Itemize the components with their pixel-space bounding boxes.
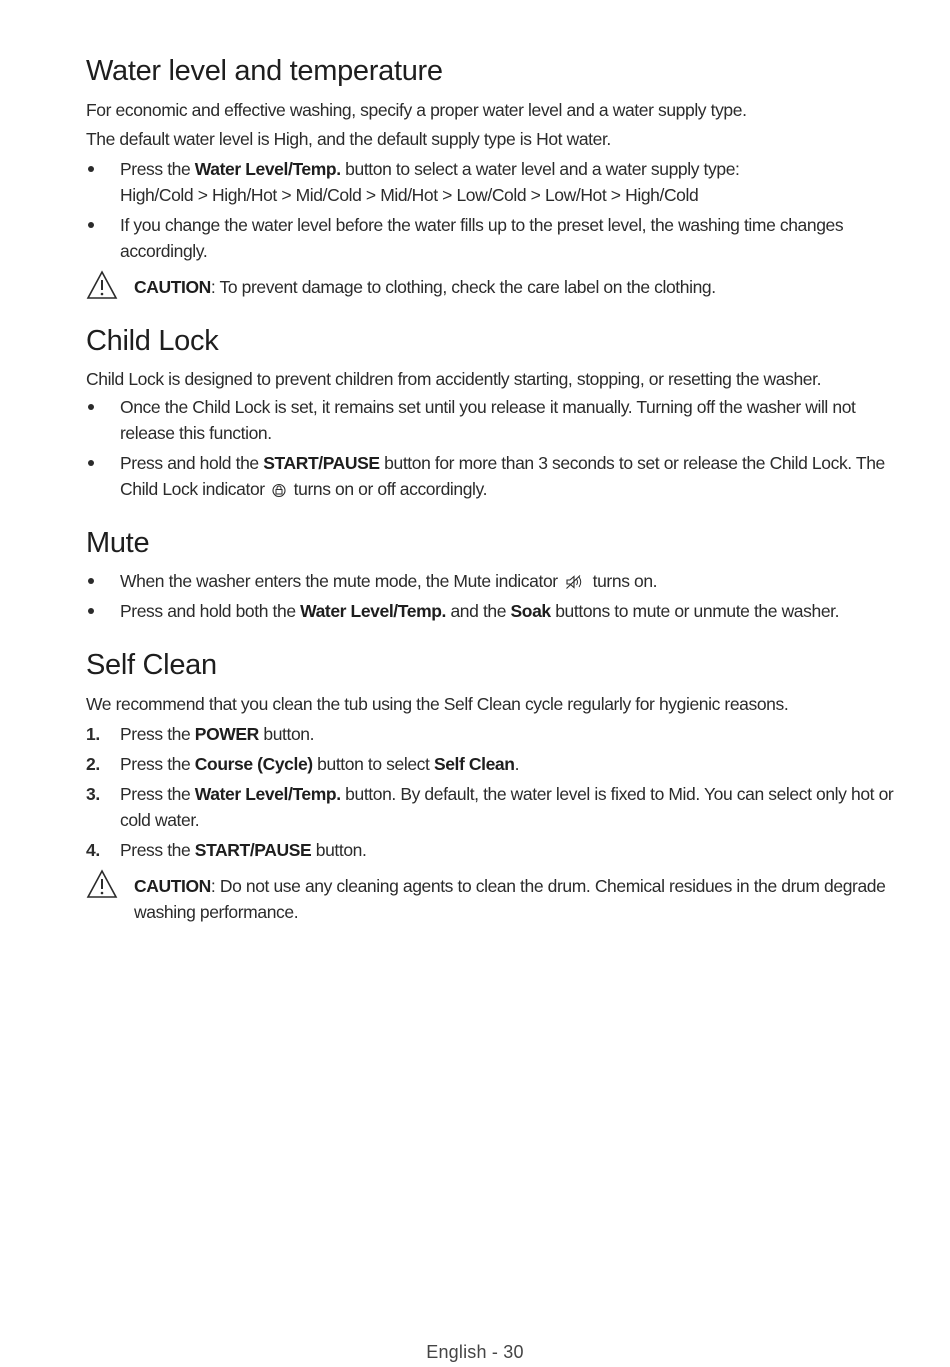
warning-triangle-icon bbox=[86, 270, 118, 300]
caution-note: CAUTION: To prevent damage to clothing, check the care label on the clothing. bbox=[86, 274, 906, 300]
section-child-lock bbox=[86, 322, 906, 502]
step-item: 1. Press the POWER button. bbox=[86, 721, 906, 747]
bullet-icon bbox=[88, 608, 94, 614]
bullet-icon bbox=[88, 166, 94, 172]
step-item: 4. Press the START/PAUSE button. bbox=[86, 837, 906, 863]
mute-speaker-icon bbox=[565, 574, 585, 590]
bullet-item: Press the Water Level/Temp. button to select a water level and a water supply type: High/Cold > High/Hot > Mid/Cold > Mid/Hot > Low/Cold > Low/Hot > High/Cold bbox=[86, 156, 906, 208]
caution-label: CAUTION bbox=[134, 277, 211, 297]
section-water-level bbox=[86, 52, 906, 300]
bullet-item: Once the Child Lock is set, it remains set until you release it manually. Turning off the washer will not release this function. bbox=[86, 394, 906, 446]
bullet-item: Press and hold the START/PAUSE button for more than 3 seconds to set or release the Child Lock. The Child Lock indicator turns on or off accordingly. bbox=[86, 450, 906, 502]
step-number: 4. bbox=[86, 840, 100, 860]
warning-triangle-icon bbox=[86, 869, 118, 899]
section-title: Self Clean bbox=[86, 649, 217, 681]
page-footer: English - 30 bbox=[426, 1342, 524, 1362]
paragraph: For economic and effective washing, specify a proper water level and a water supply type. bbox=[86, 100, 747, 120]
step-item: 3. Press the Water Level/Temp. button. By default, the water level is fixed to Mid. You can select only hot or cold water. bbox=[86, 781, 906, 833]
step-number: 2. bbox=[86, 754, 100, 774]
bullet-item: If you change the water level before the water fills up to the preset level, the washing time changes accordingly. bbox=[86, 212, 906, 264]
section-title: Water level and temperature bbox=[86, 55, 443, 87]
bullet-item: Press and hold both the Water Level/Temp. and the Soak buttons to mute or unmute the washer. bbox=[86, 598, 906, 624]
section-mute bbox=[86, 524, 906, 624]
bullet-item: When the washer enters the mute mode, the Mute indicator turns on. bbox=[86, 568, 906, 594]
water-level-sequence: High/Cold > High/Hot > Mid/Cold > Mid/Hot > Low/Cold > Low/Hot > High/Cold bbox=[120, 185, 699, 205]
bullet-icon bbox=[88, 222, 94, 228]
section-title: Mute bbox=[86, 527, 150, 559]
manual-page bbox=[86, 52, 906, 947]
paragraph: The default water level is High, and the default supply type is Hot water. bbox=[86, 129, 611, 149]
lock-icon bbox=[272, 482, 286, 498]
step-number: 1. bbox=[86, 724, 100, 744]
bullet-icon bbox=[88, 578, 94, 584]
caution-label: CAUTION bbox=[134, 876, 211, 896]
section-self-clean bbox=[86, 646, 906, 925]
step-number: 3. bbox=[86, 784, 100, 804]
paragraph: Child Lock is designed to prevent children from accidently starting, stopping, or resetting the washer. bbox=[86, 369, 822, 389]
bullet-icon bbox=[88, 460, 94, 466]
section-title: Child Lock bbox=[86, 325, 219, 357]
step-item: 2. Press the Course (Cycle) button to select Self Clean. bbox=[86, 751, 906, 777]
caution-note: CAUTION: Do not use any cleaning agents to clean the drum. Chemical residues in the drum degrade washing performance. bbox=[86, 873, 906, 925]
paragraph: We recommend that you clean the tub using the Self Clean cycle regularly for hygienic reasons. bbox=[86, 694, 789, 714]
bullet-icon bbox=[88, 404, 94, 410]
